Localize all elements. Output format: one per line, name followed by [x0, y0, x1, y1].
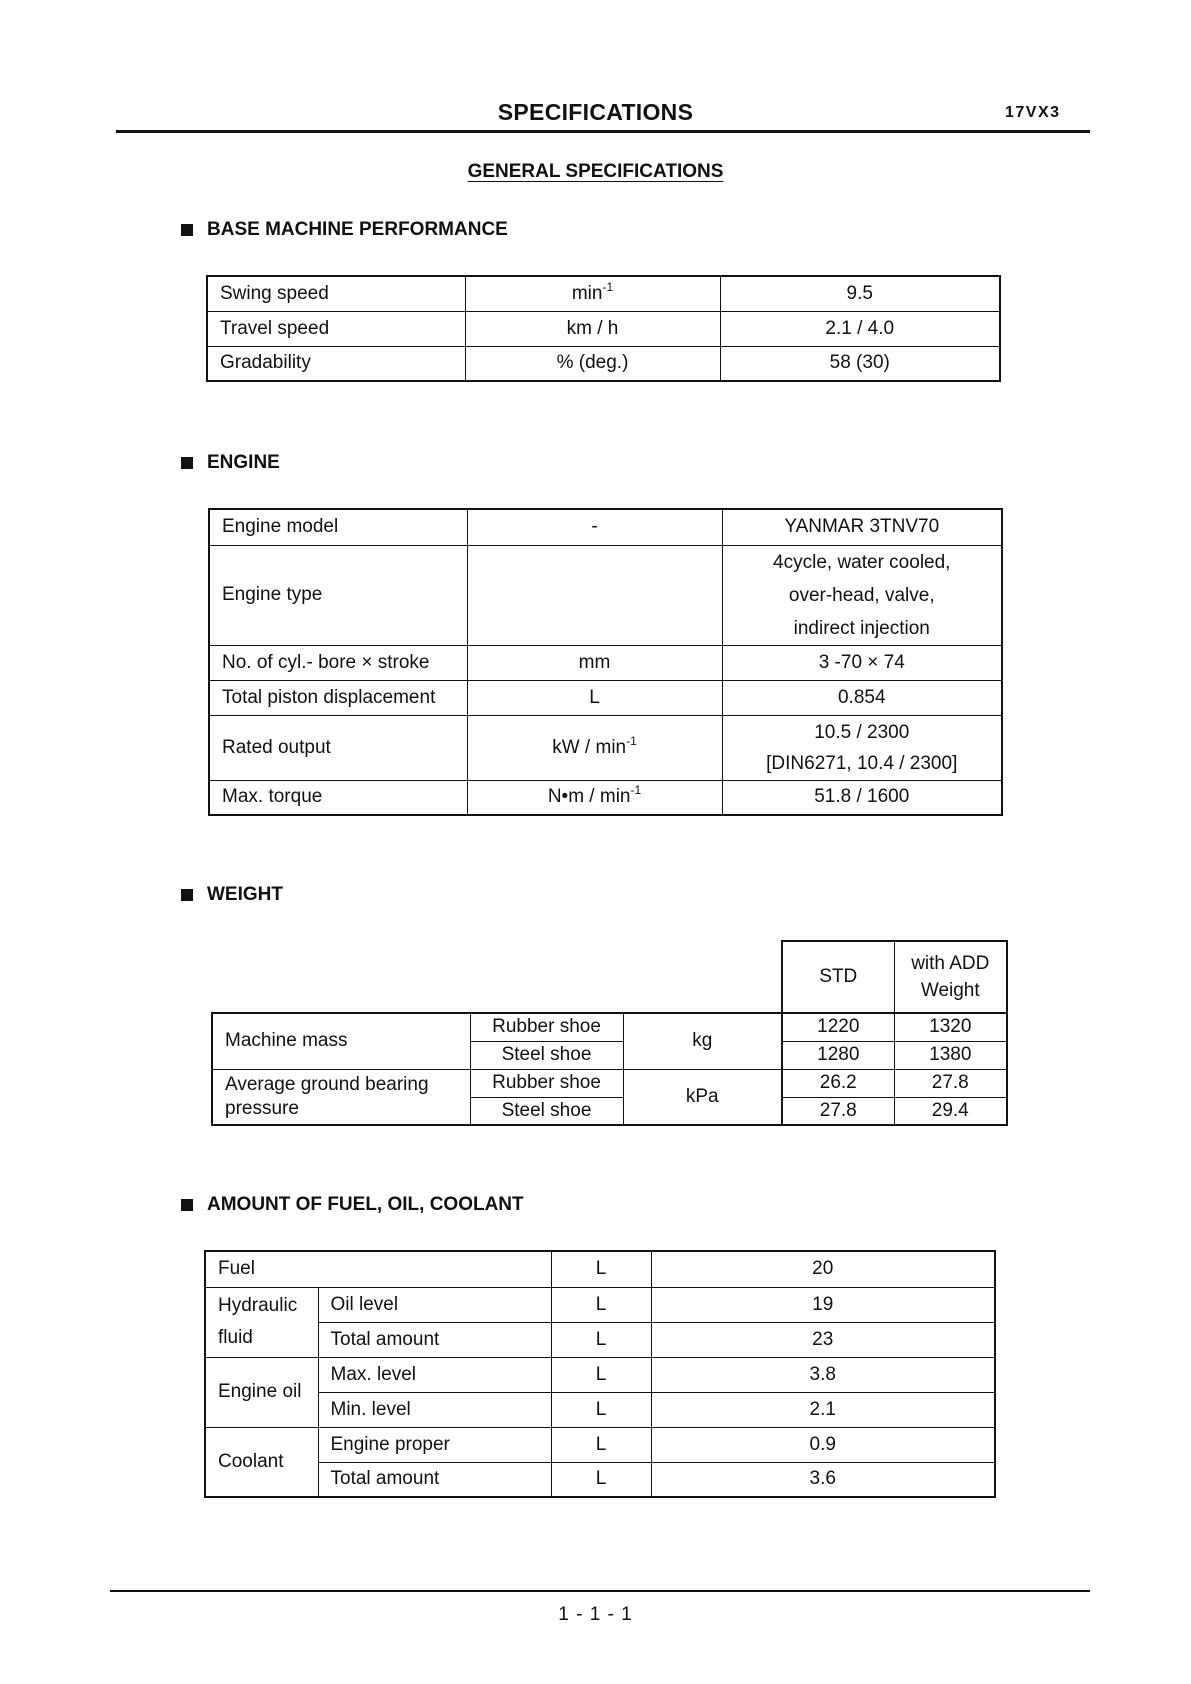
fluid-sub: Oil level — [318, 1287, 551, 1322]
engine-item: Engine model — [209, 509, 467, 545]
fluid-value: 19 — [651, 1287, 995, 1322]
base-unit: % (deg.) — [465, 346, 720, 381]
table-row — [209, 780, 1002, 815]
fluid-sub: Engine proper — [318, 1427, 551, 1462]
engine-value: 4cycle, water cooled, over-head, valve, indirect injection — [722, 545, 1002, 645]
table-row — [205, 1392, 995, 1427]
engine-item: No. of cyl.- bore × stroke — [209, 645, 467, 680]
table-row — [207, 346, 1000, 381]
weight-item: Machine mass — [212, 1013, 470, 1069]
weight-shoe: Rubber shoe — [470, 1013, 623, 1041]
weight-heading — [181, 884, 283, 906]
bullet-square-icon — [181, 1199, 193, 1211]
base-value: 9.5 — [720, 276, 1000, 311]
engine-unit: N•m / $\min^{-1}$ — [467, 780, 722, 815]
weight-table — [211, 940, 1008, 1126]
fluid-sub: Total amount — [318, 1322, 551, 1357]
fluid-sub: Total amount — [318, 1462, 551, 1497]
subtitle-text: GENERAL SPECIFICATIONS — [467, 161, 724, 182]
table-row — [209, 509, 1002, 545]
fluids-heading-text: AMOUNT OF FUEL, OIL, COOLANT — [207, 1194, 524, 1215]
page-title: SPECIFICATIONS — [497, 99, 694, 125]
base-item: Travel speed — [207, 311, 465, 346]
weight-blank — [212, 941, 782, 1013]
table-row — [212, 1013, 1007, 1041]
engine-item: Max. torque — [209, 780, 467, 815]
weight-shoe: Steel shoe — [470, 1097, 623, 1125]
fluid-sub: Max. level — [318, 1357, 551, 1392]
engine-value: YANMAR 3TNV70 — [722, 509, 1002, 545]
fluid-unit: L — [551, 1287, 651, 1322]
table-row — [209, 545, 1002, 645]
weight-col-std: STD — [782, 941, 894, 1013]
table-row — [205, 1287, 995, 1322]
weight-col-add: with ADD Weight — [894, 941, 1007, 1013]
table-row — [205, 1427, 995, 1462]
weight-std: 1280 — [782, 1041, 894, 1069]
fluid-unit: L — [551, 1427, 651, 1462]
weight-heading-text: WEIGHT — [207, 884, 283, 905]
base-table — [206, 275, 1001, 382]
engine-unit: kW / $\min^{-1}$ — [467, 715, 722, 780]
weight-item: Average ground bearing pressure — [212, 1069, 470, 1125]
fluid-sub: Min. level — [318, 1392, 551, 1427]
table-row — [212, 1069, 1007, 1097]
weight-add: 1380 — [894, 1041, 1007, 1069]
footer-rule — [110, 1590, 1090, 1592]
table-row — [205, 1251, 995, 1287]
engine-unit: mm — [467, 645, 722, 680]
table-row — [207, 311, 1000, 346]
fluid-group: Coolant — [205, 1427, 318, 1497]
table-row — [205, 1357, 995, 1392]
engine-heading — [181, 452, 280, 474]
fluid-group: Hydraulic fluid — [205, 1287, 318, 1357]
page-number: 1 - 1 - 1 — [558, 1604, 633, 1625]
fluid-value: 2.1 — [651, 1392, 995, 1427]
engine-table — [208, 508, 1003, 816]
weight-shoe: Rubber shoe — [470, 1069, 623, 1097]
weight-add: 27.8 — [894, 1069, 1007, 1097]
model-code: 17VX3 — [1005, 104, 1061, 121]
fluid-value: 20 — [651, 1251, 995, 1287]
weight-std: 26.2 — [782, 1069, 894, 1097]
fluid-unit: L — [551, 1251, 651, 1287]
header-rule — [116, 130, 1090, 133]
weight-std: 1220 — [782, 1013, 894, 1041]
base-unit: km / h — [465, 311, 720, 346]
fluid-item: Fuel — [205, 1251, 551, 1287]
base-heading-text: BASE MACHINE PERFORMANCE — [207, 219, 508, 240]
base-value: 58 (30) — [720, 346, 1000, 381]
fluid-unit: L — [551, 1322, 651, 1357]
weight-unit: kPa — [623, 1069, 782, 1125]
table-row — [212, 941, 1007, 1013]
fluid-group: Engine oil — [205, 1357, 318, 1427]
weight-unit: kg — [623, 1013, 782, 1069]
engine-unit — [467, 545, 722, 645]
fluid-unit: L — [551, 1462, 651, 1497]
fluid-value: 3.6 — [651, 1462, 995, 1497]
weight-shoe: Steel shoe — [470, 1041, 623, 1069]
engine-value: 3 -70 × 74 — [722, 645, 1002, 680]
fluid-value: 23 — [651, 1322, 995, 1357]
base-value: 2.1 / 4.0 — [720, 311, 1000, 346]
table-row — [209, 645, 1002, 680]
table-row — [205, 1462, 995, 1497]
section-subtitle — [0, 161, 1191, 183]
weight-std: 27.8 — [782, 1097, 894, 1125]
table-row — [209, 715, 1002, 780]
base-item: Swing speed — [207, 276, 465, 311]
fluids-table — [204, 1250, 996, 1498]
fluid-value: 0.9 — [651, 1427, 995, 1462]
bullet-square-icon — [181, 457, 193, 469]
engine-heading-text: ENGINE — [207, 452, 280, 473]
bullet-square-icon — [181, 224, 193, 236]
fluid-unit: L — [551, 1357, 651, 1392]
engine-value: 0.854 — [722, 680, 1002, 715]
engine-unit: - — [467, 509, 722, 545]
engine-value: 10.5 / 2300 [DIN6271, 10.4 / 2300] — [722, 715, 1002, 780]
table-row — [205, 1322, 995, 1357]
base-unit: $\min^{-1}$ — [465, 276, 720, 311]
fluid-value: 3.8 — [651, 1357, 995, 1392]
weight-add: 1320 — [894, 1013, 1007, 1041]
table-row — [209, 680, 1002, 715]
weight-add: 29.4 — [894, 1097, 1007, 1125]
engine-item: Engine type — [209, 545, 467, 645]
engine-unit: L — [467, 680, 722, 715]
bullet-square-icon — [181, 889, 193, 901]
engine-value: 51.8 / 1600 — [722, 780, 1002, 815]
base-item: Gradability — [207, 346, 465, 381]
fluid-unit: L — [551, 1392, 651, 1427]
base-heading — [181, 219, 508, 241]
fluids-heading — [181, 1194, 524, 1216]
table-row — [207, 276, 1000, 311]
engine-item: Rated output — [209, 715, 467, 780]
engine-item: Total piston displacement — [209, 680, 467, 715]
